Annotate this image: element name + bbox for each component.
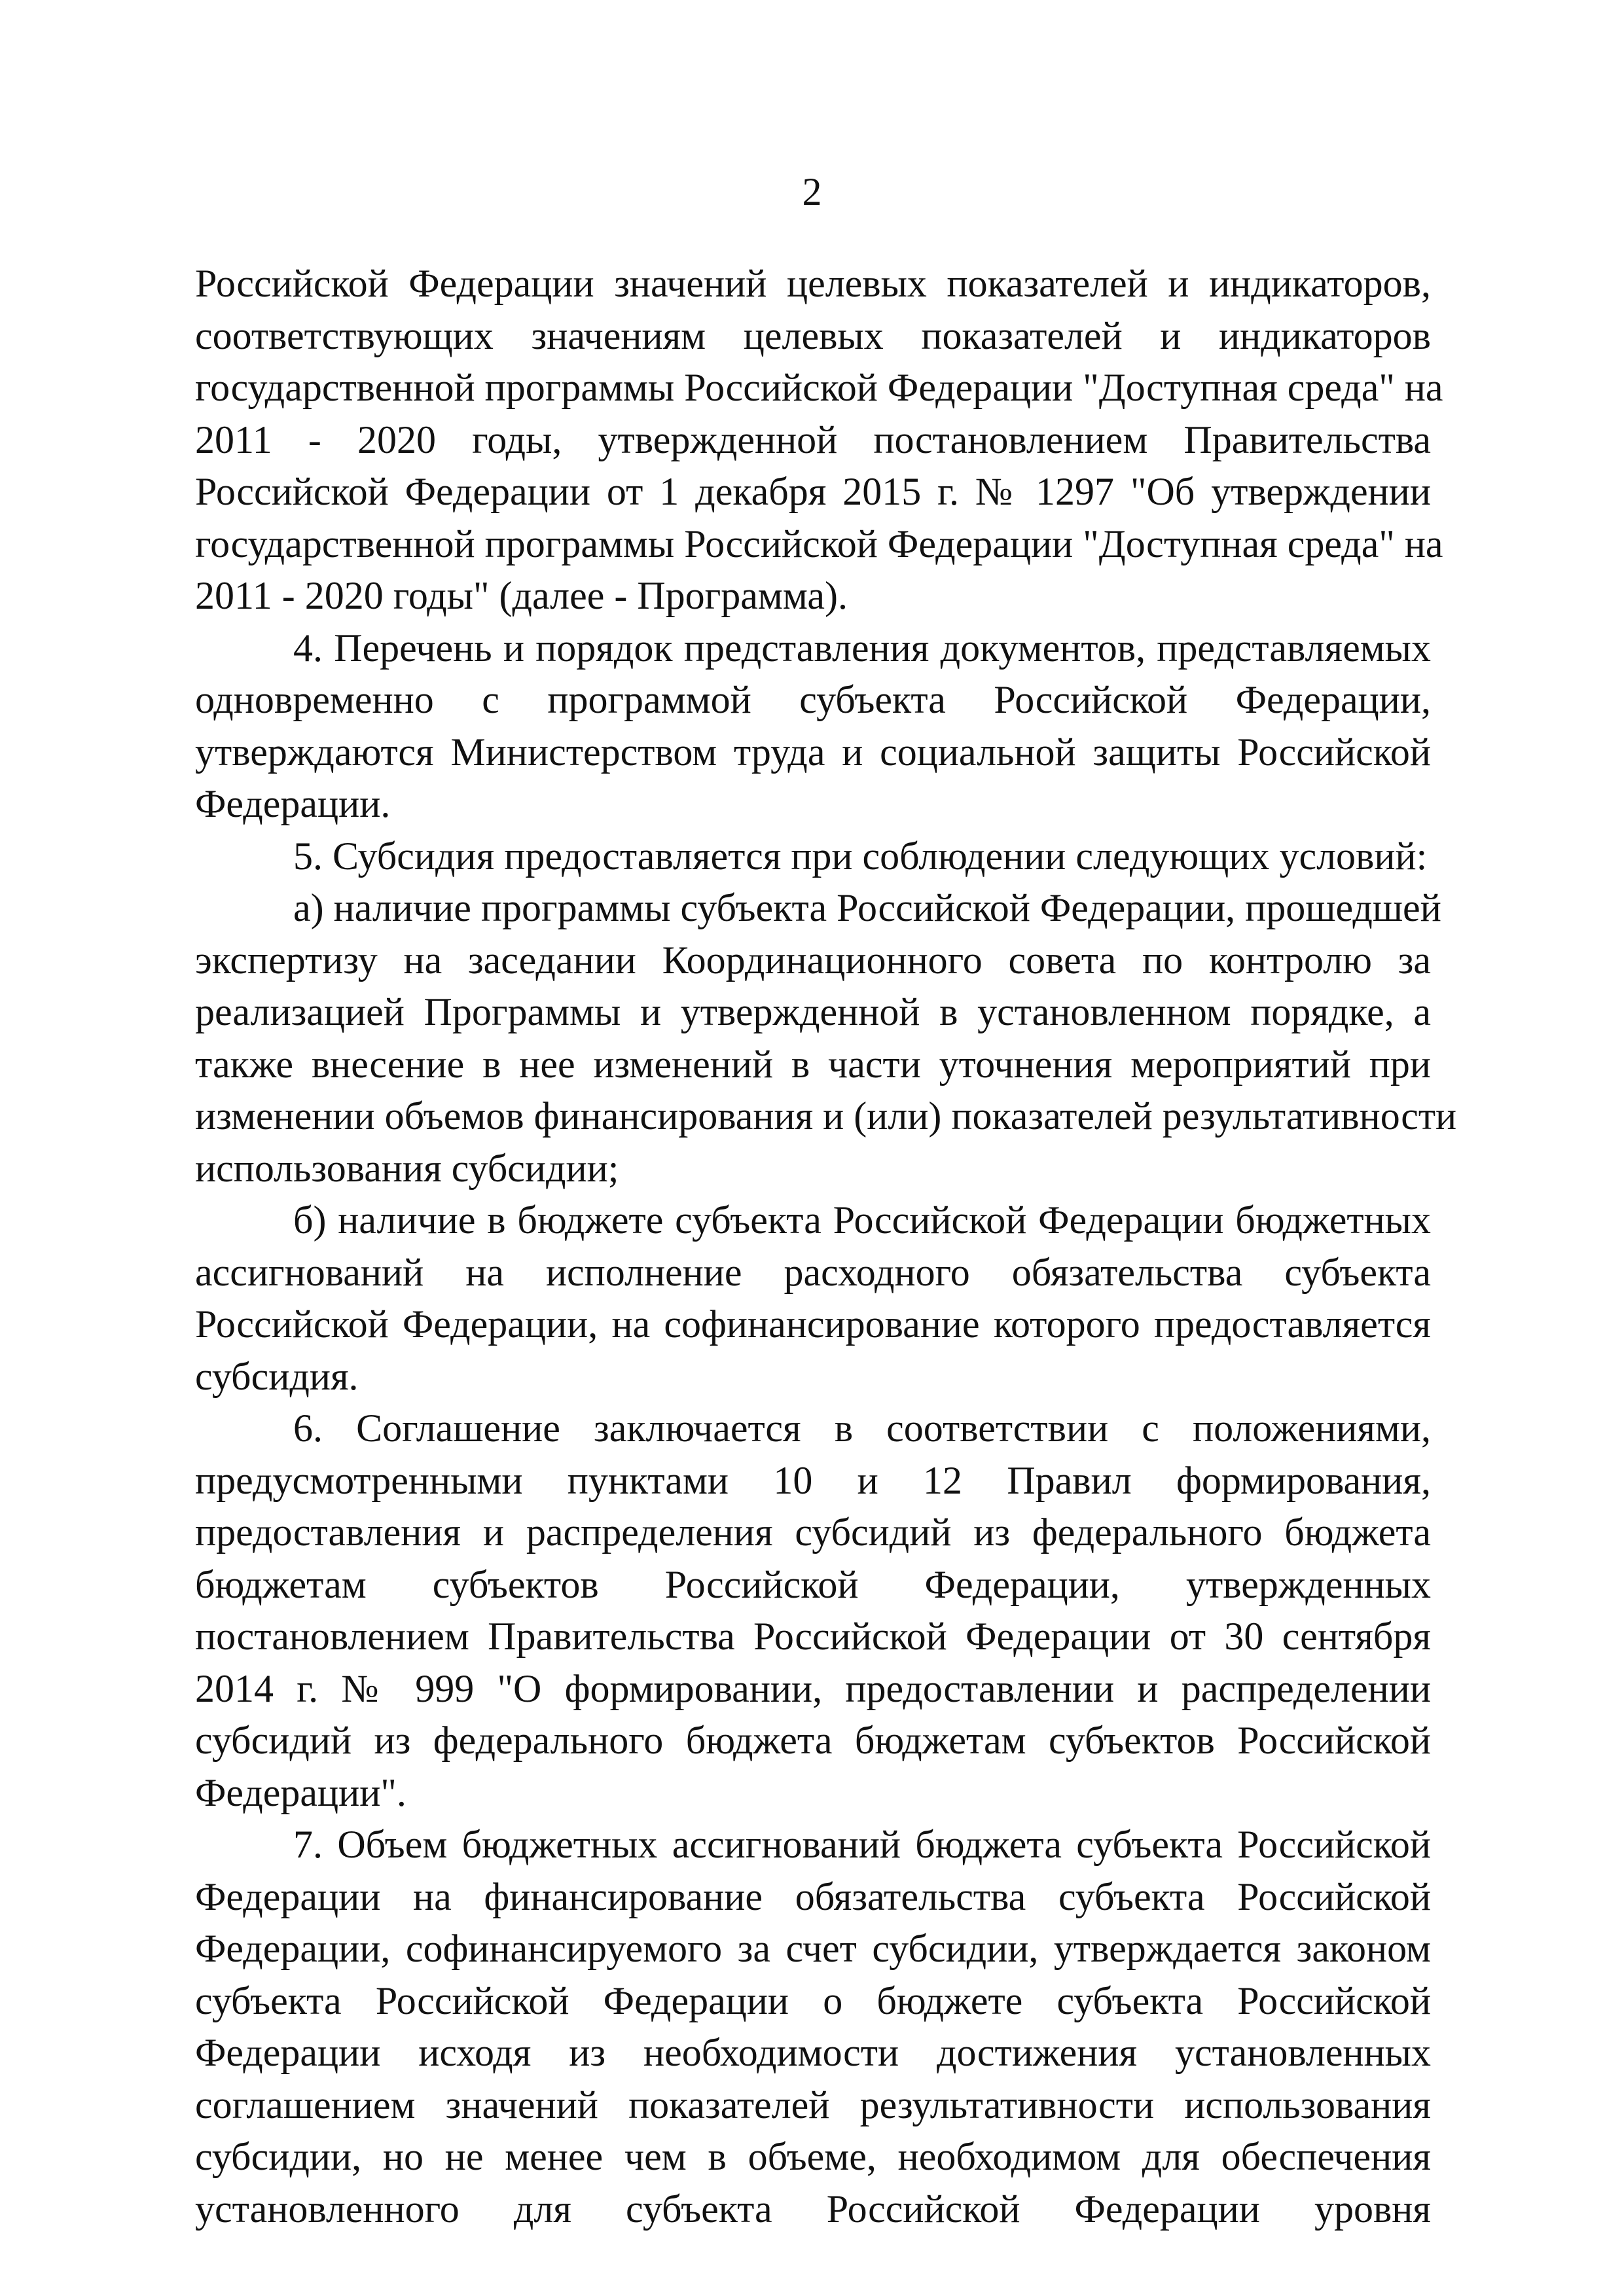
text-line: Федерации исходя из необходимости достижения установленных (195, 2031, 1431, 2074)
text-line: Федерации на финансирование обязательства субъекта Российской (195, 1874, 1431, 1918)
text-line: б) наличие в бюджете субъекта Российской Федерации бюджетных (293, 1198, 1431, 1242)
paragraph-p5a (195, 882, 1457, 1194)
text-line: субсидия. (195, 1354, 359, 1398)
paragraph-p5 (195, 831, 1431, 883)
text-line: соответствующих значениям целевых показателей и индикаторов (195, 314, 1431, 357)
text-line: субсидий из федерального бюджета бюджетам субъектов Российской (195, 1719, 1431, 1762)
paragraph-p6 (195, 1403, 1431, 1819)
text-line: реализацией Программы и утвержденной в установленном порядке, а (195, 990, 1431, 1033)
text-line: использования субсидии; (195, 1146, 619, 1190)
text-line: Федерации. (195, 782, 391, 825)
text-line: Российской Федерации, на софинансирование которого предоставляется (195, 1302, 1431, 1346)
text-line: изменении объемов финансирования и (или) показателей результативности (195, 1094, 1457, 1138)
text-line: Федерации". (195, 1770, 406, 1814)
paragraph-p7 (195, 1819, 1431, 2235)
text-line: 2014 г. № 999 "О формировании, предоставлении и распределении (195, 1666, 1431, 1710)
text-line: экспертизу на заседании Координационного совета по контролю за (195, 938, 1431, 982)
text-line: 7. Объем бюджетных ассигнований бюджета субъекта Российской (293, 1823, 1431, 1866)
text-line: 5. Субсидия предоставляется при соблюдении следующих условий: (293, 834, 1428, 878)
text-line: субъекта Российской Федерации о бюджете субъекта Российской (195, 1979, 1431, 2022)
paragraph-cont (195, 258, 1443, 622)
text-line: Российской Федерации значений целевых показателей и индикаторов, (195, 262, 1431, 305)
text-line: Федерации, софинансируемого за счет субсидии, утверждается законом (195, 1927, 1431, 1970)
text-line: также внесение в нее изменений в части уточнения мероприятий при (195, 1042, 1431, 1086)
paragraph-p4 (195, 622, 1431, 831)
text-line: а) наличие программы субъекта Российской Федерации, прошедшей (293, 886, 1441, 929)
text-line: предусмотренными пунктами 10 и 12 Правил формирования, (195, 1458, 1431, 1502)
text-line: субсидии, но не менее чем в объеме, необходимом для обеспечения (195, 2135, 1431, 2178)
text-line: 2011 - 2020 годы" (далее - Программа). (195, 574, 848, 617)
document-body (195, 258, 1457, 2235)
text-line: государственной программы Российской Федерации "Доступная среда" на (195, 522, 1443, 565)
text-line: Российской Федерации от 1 декабря 2015 г. № 1297 "Об утверждении (195, 470, 1431, 513)
text-line: установленного для субъекта Российской Федерации уровня (195, 2187, 1431, 2231)
page-number: 2 (802, 170, 822, 213)
paragraph-p5b (195, 1194, 1431, 1403)
text-line: бюджетам субъектов Российской Федерации, утвержденных (195, 1562, 1431, 1606)
text-line: 2011 - 2020 годы, утвержденной постановлением Правительства (195, 418, 1431, 461)
text-line: 4. Перечень и порядок представления документов, представляемых (293, 626, 1431, 670)
text-line: предоставления и распределения субсидий из федерального бюджета (195, 1511, 1431, 1554)
text-line: ассигнований на исполнение расходного обязательства субъекта (195, 1250, 1431, 1294)
text-line: 6. Соглашение заключается в соответствии с положениями, (293, 1407, 1431, 1450)
text-line: утверждаются Министерством труда и социальной защиты Российской (195, 730, 1431, 774)
text-line: постановлением Правительства Российской Федерации от 30 сентября (195, 1615, 1431, 1658)
text-line: соглашением значений показателей результативности использования (195, 2083, 1431, 2126)
text-line: одновременно с программой субъекта Российской Федерации, (195, 678, 1431, 721)
text-line: государственной программы Российской Федерации "Доступная среда" на (195, 366, 1443, 409)
